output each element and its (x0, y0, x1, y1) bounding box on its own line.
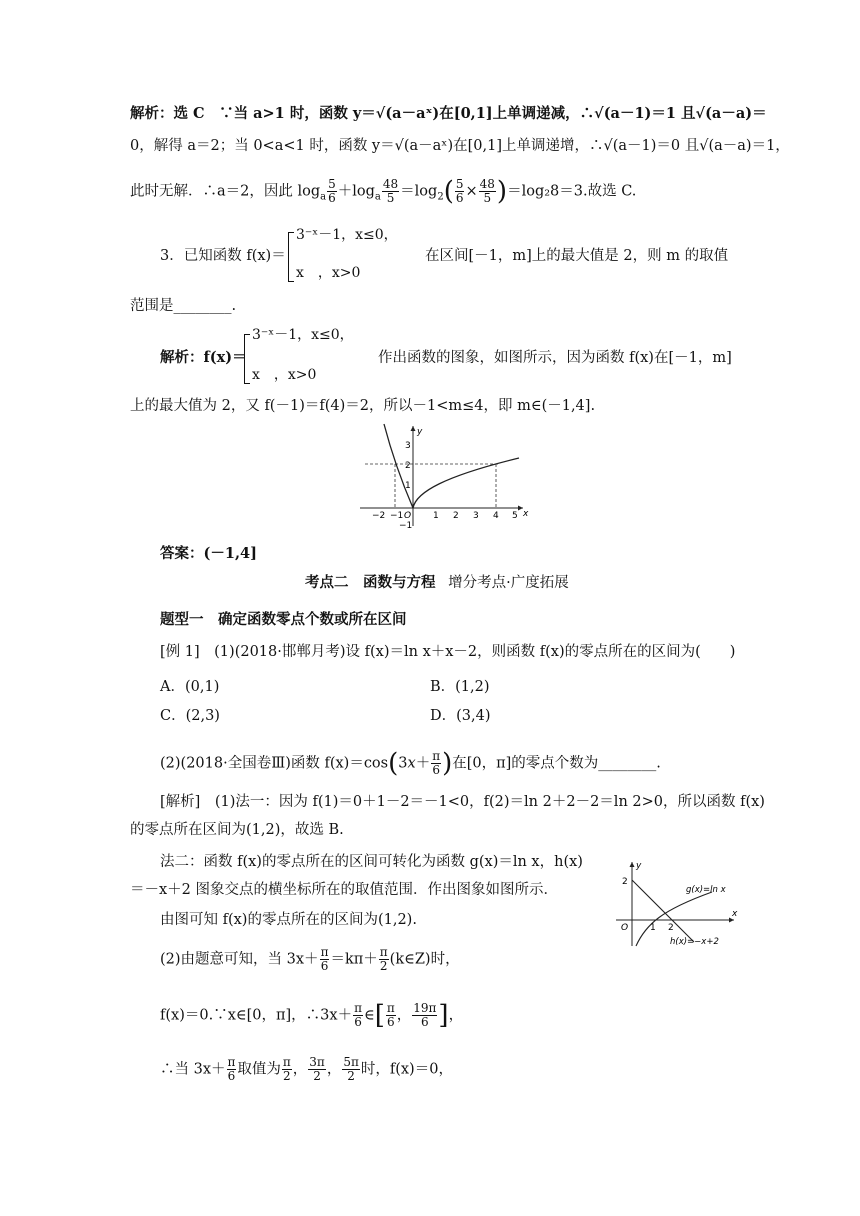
option-c: C．(2,3) (160, 708, 220, 724)
example-line-1: [例 1] (1)(2018·邯郸月考)设 f(x)＝ln x＋x－2，则函数 f(x)的零点所在的区间为( ) (160, 644, 736, 660)
h-label: h(x)=−x+2 (670, 937, 719, 947)
sol3-line-2: 上的最大值为 2，又 f(－1)＝f(4)＝2，所以－1<m≤4，即 m∈(－1,4]. (130, 398, 596, 414)
example-2-text-a: (2)(2018·全国卷Ⅲ)函数 f(x)＝cos (160, 755, 389, 772)
x-tick-3: 3 (473, 511, 479, 521)
y-tick-2: 2 (622, 877, 628, 887)
x-tick-1: 1 (650, 923, 656, 933)
analysis-8-b: 取值为 (237, 1061, 281, 1078)
section-heading (305, 573, 569, 593)
analysis-line-5: 由图可知 f(x)的零点所在的区间为(1,2). (160, 912, 417, 928)
sol3-case-2: x ，x>0 (252, 367, 317, 383)
q3-prefix: 3．已知函数 f(x)＝ (160, 248, 286, 264)
analysis-6-a: (2)由题意可知，当 3x＋ (160, 951, 319, 968)
q3-suffix: 在区间[－1，m]上的最大值是 2，则 m 的取值 (425, 248, 729, 264)
origin-label: O (621, 923, 629, 933)
option-b: B．(1,2) (430, 679, 490, 695)
x-axis-label: x (523, 509, 529, 519)
analysis-6-b: ＝kπ＋ (330, 951, 378, 968)
option-a: A．(0,1) (160, 679, 220, 695)
analysis-line-1: [解析] (1)法一：因为 f(1)＝0＋1－2＝－1<0，f(2)＝ln 2＋2－2＝ln 2>0，所以函数 f(x) (160, 794, 765, 810)
answer: 答案：(－1,4] (160, 545, 257, 562)
x-axis-label: x (732, 909, 738, 919)
section-title: 考点二 函数与方程 (305, 574, 436, 591)
example-2-text-b: 在[0，π]的零点个数为________. (452, 755, 661, 772)
y-tick-1: 1 (405, 481, 411, 491)
analysis-line-2: 的零点所在区间为(1,2)，故选 B. (130, 822, 344, 838)
solution-line-1 (130, 104, 767, 124)
analysis-7-a: f(x)＝0.∵x∈[0，π]，∴3x＋ (160, 1007, 353, 1024)
option-d: D．(3,4) (430, 708, 491, 724)
q3-line-2: 范围是________. (130, 298, 237, 314)
analysis-6-c: (k∈Z)时， (389, 951, 460, 968)
solution-text-1: 解析：选 C ∵当 a>1 时，函数 y＝√(a－aˣ)在[0,1]上单调递减，∴√(a－1)＝1 且√(a－a)＝ (130, 105, 767, 122)
type-heading: 题型一 确定函数零点个数或所在区间 (160, 611, 407, 628)
analysis-8-a: ∴当 3x＋ (160, 1061, 226, 1078)
sol3-brace (244, 334, 250, 384)
line-h (632, 880, 694, 942)
x-tick-2: 2 (453, 511, 459, 521)
q3-line-1 (160, 246, 286, 266)
x-tick-neg1: −1 (390, 511, 404, 521)
analysis-line-3: 法二：函数 f(x)的零点所在的区间可转化为函数 g(x)＝ln x，h(x) (160, 854, 583, 870)
analysis-line-6: (2)由题意可知，当 3x＋ $\frac{\pi}{6}$ ＝kπ＋ $\frac{\pi}{2}$ (k∈Z)时， (160, 945, 460, 973)
solution-line-2 (130, 136, 790, 156)
solution-text-3a: 此时无解．∴a＝2，因此 log (130, 183, 321, 200)
sol3-prefix: 解析：f(x)＝ (160, 349, 247, 366)
x-tick-4: 4 (493, 511, 499, 521)
x-tick-neg2: −2 (372, 511, 386, 521)
origin-label: O (404, 511, 412, 521)
sol3-case-1: 3⁻ˣ－1，x≤0， (252, 327, 354, 343)
y-tick-2: 2 (405, 461, 411, 471)
y-axis-label: y (636, 861, 642, 871)
y-axis-arrow (411, 426, 416, 431)
sol3-suffix: 作出函数的图象，如图所示，因为函数 f(x)在[－1，m] (378, 350, 732, 366)
analysis-line-7: f(x)＝0.∵x∈[0，π]，∴3x＋ $\frac{\pi}{6}$ ∈[ $\frac{\pi}{6}$ ， $\frac{19\pi}{6}$ ]， (160, 1000, 464, 1031)
g-label: g(x)=ln x (686, 885, 726, 895)
q3-brace (288, 232, 294, 282)
y-tick-3: 3 (405, 441, 411, 451)
analysis-7-b: ∈ (363, 1007, 375, 1024)
q3-case-2: x ，x>0 (296, 265, 361, 281)
solution-text-3b: ＝log₂8＝3.故选 C. (507, 183, 637, 200)
q3-case-1: 3⁻ˣ－1，x≤0， (296, 227, 398, 243)
x-tick-2: 2 (668, 923, 674, 933)
analysis-line-8: ∴当 3x＋ $\frac{\pi}{6}$ 取值为 $\frac{\pi}{2}$ ， $\frac{3\pi}{2}$ ， $\frac{5\pi}{2}$ 时，f(x)＝0， (160, 1055, 453, 1083)
function-graph-1 (355, 422, 530, 532)
x-tick-1: 1 (433, 511, 439, 521)
section-tag: 增分考点·广度拓展 (448, 575, 569, 591)
curve-sqrt (413, 458, 519, 508)
analysis-8-c: 时，f(x)＝0， (360, 1061, 453, 1078)
x-tick-5: 5 (512, 511, 518, 521)
function-graph-2 (612, 858, 740, 950)
solution-text-2: 0，解得 a＝2；当 0<a<1 时，函数 y＝√(a－aˣ)在[0,1]上单调递增，∴√(a－1)＝0 且√(a－a)＝1， (130, 138, 790, 154)
solution-line-3: 此时无解．∴a＝2，因此 $\log_a$ $\frac{5}{6}$ $+\log_a$ $\frac{48}{5}$ $=\log_2$( $\frac{5}{6}$ × $\frac{48}{5}$ )＝log₂8＝3.故选 C. (130, 176, 637, 207)
y-axis-label: y (417, 427, 423, 437)
y-axis-arrow (630, 862, 635, 867)
example-line-2: (2)(2018·全国卷Ⅲ)函数 f(x)＝cos(3x＋ $\frac{\pi}{6}$ )在[0，π]的零点个数为________. (160, 748, 661, 779)
analysis-line-4: ＝－x＋2 图象交点的横坐标所在的取值范围．作出图象如图所示． (130, 882, 559, 898)
y-tick-neg1: −1 (399, 521, 413, 531)
